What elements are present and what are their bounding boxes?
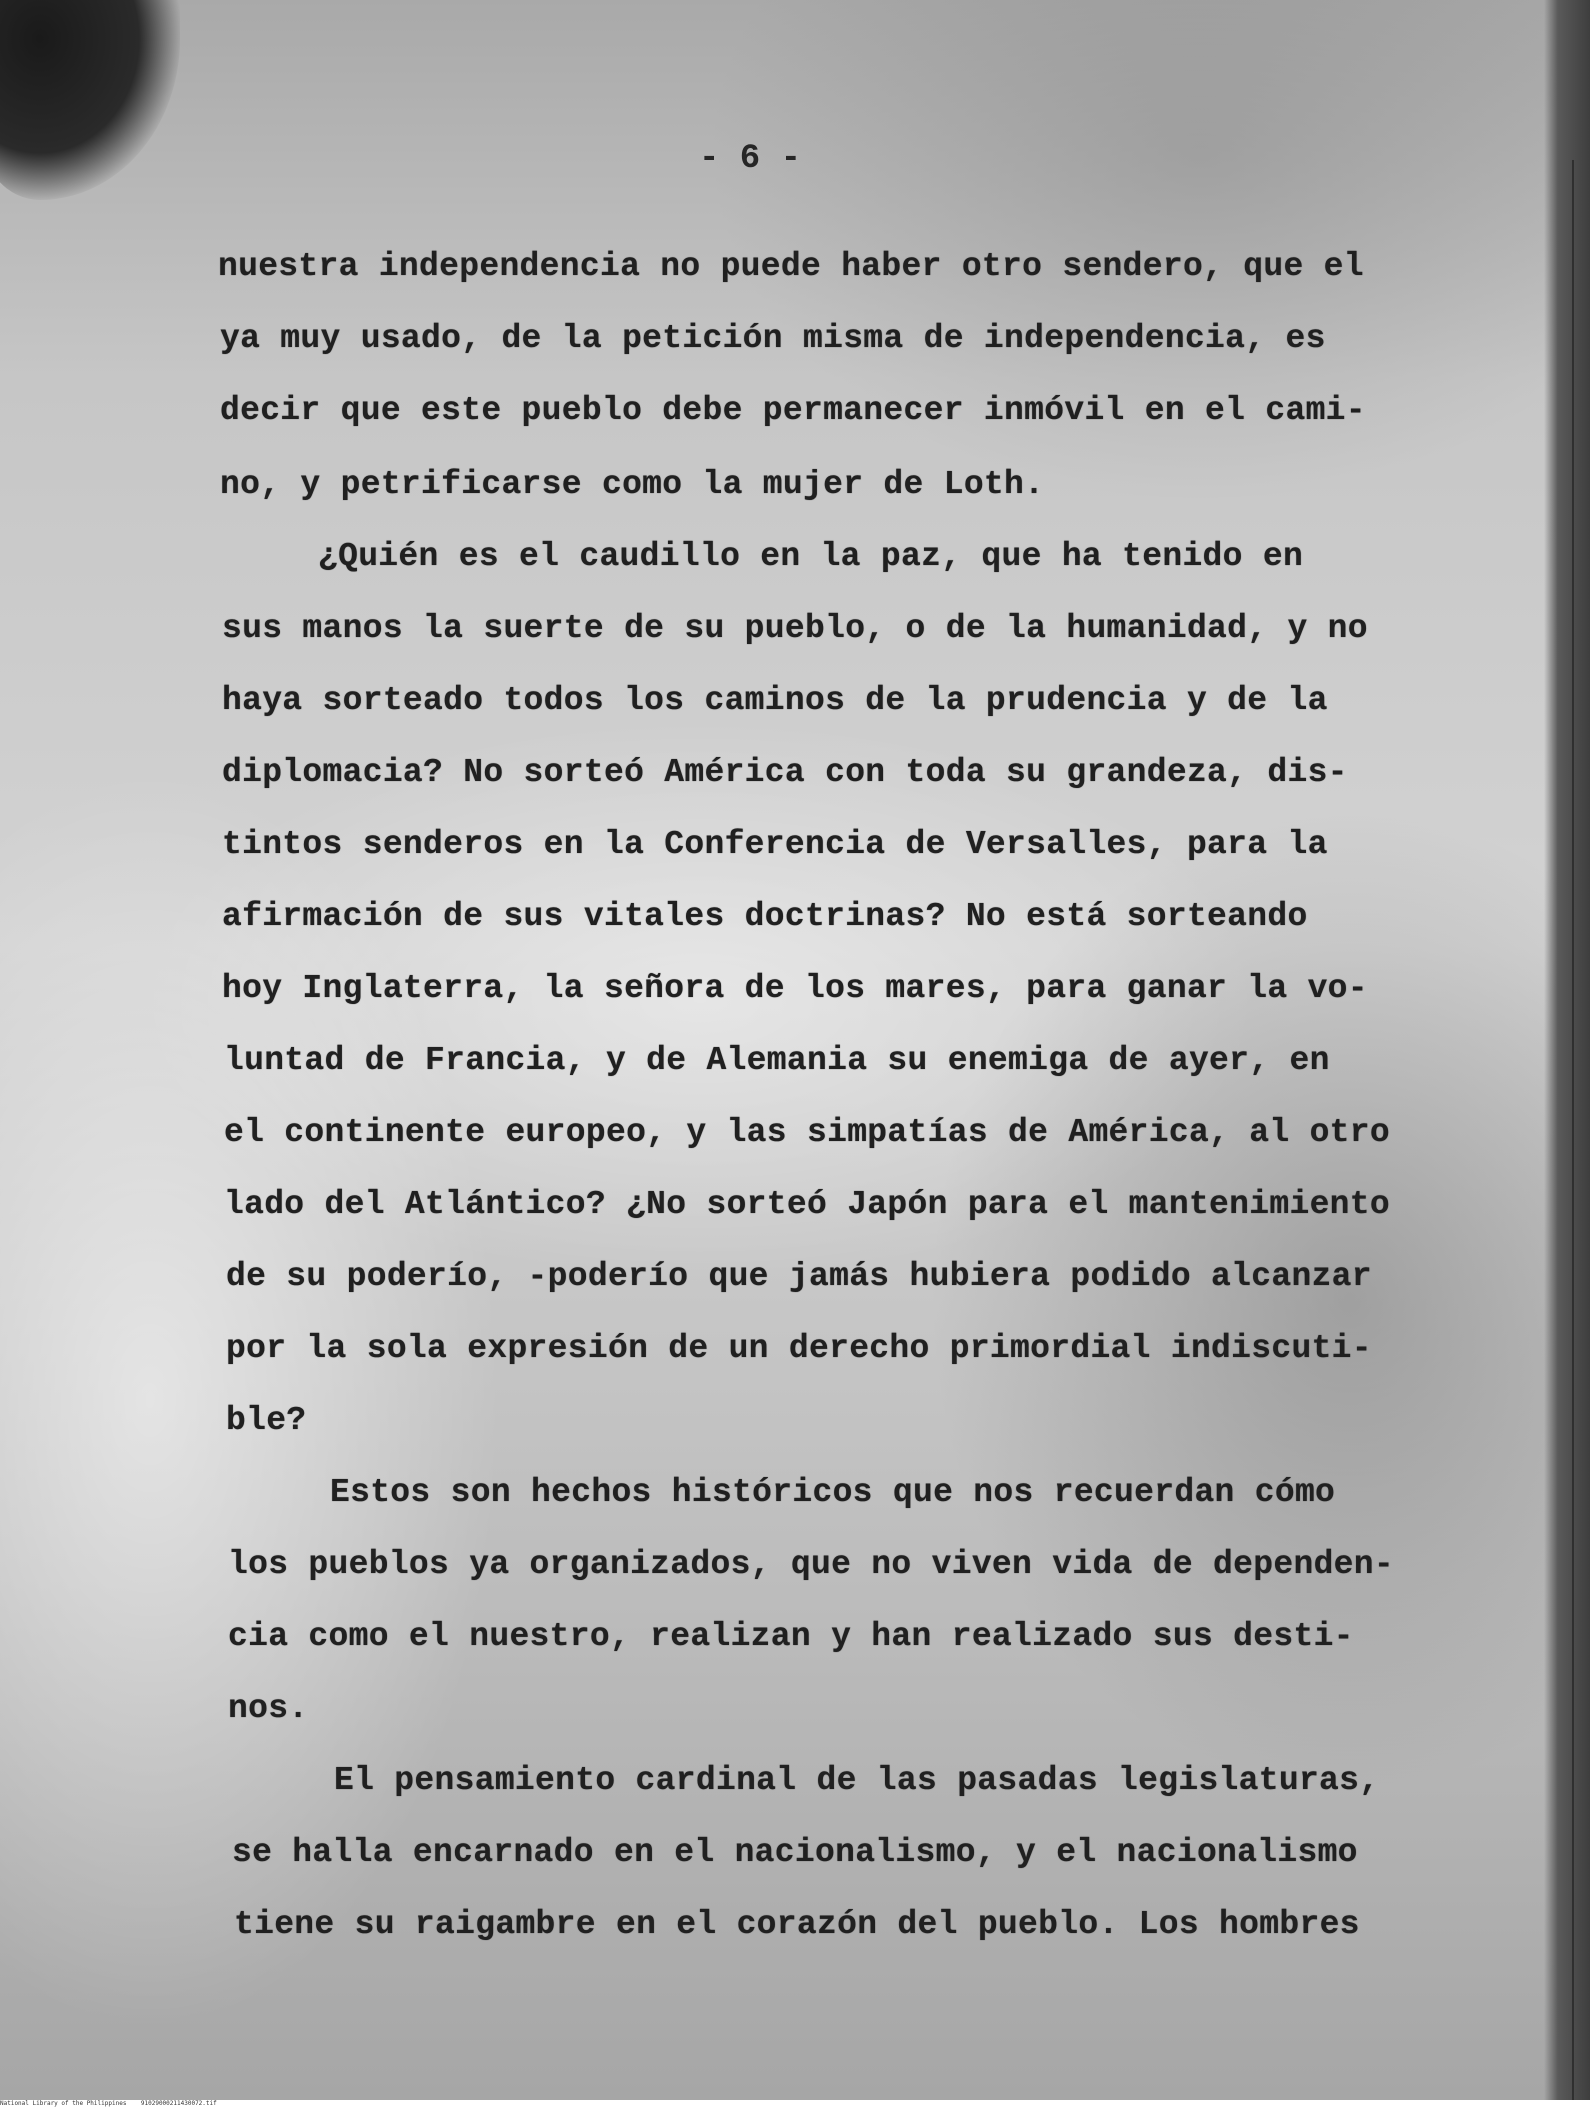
text-line: los pueblos ya organizados, que no viven vida de dependen- <box>228 1546 1394 1583</box>
text-line: cia como el nuestro, realizan y han realizado sus desti- <box>228 1618 1354 1655</box>
text-line: de su poderío, -poderío que jamás hubiera podido alcanzar <box>226 1258 1372 1295</box>
text-line: se halla encarnado en el nacionalismo, y el nacionalismo <box>232 1834 1358 1871</box>
page-number: - 6 - <box>698 140 802 178</box>
text-line: Estos son hechos históricos que nos recuerdan cómo <box>330 1474 1336 1511</box>
text-line: El pensamiento cardinal de las pasadas legislaturas, <box>334 1762 1380 1799</box>
text-line: nos. <box>228 1690 309 1727</box>
text-line: sus manos la suerte de su pueblo, o de la humanidad, y no <box>222 610 1368 647</box>
text-line: por la sola expresión de un derecho primordial indiscuti- <box>226 1330 1372 1367</box>
text-line: diplomacia? No sorteó América con toda su grandeza, dis- <box>222 754 1348 791</box>
text-line: lado del Atlántico? ¿No sorteó Japón para el mantenimiento <box>224 1186 1390 1223</box>
text-line: ¿Quién es el caudillo en la paz, que ha tenido en <box>318 538 1304 575</box>
text-line: ya muy usado, de la petición misma de independencia, es <box>220 320 1326 357</box>
text-line: luntad de Francia, y de Alemania su enemiga de ayer, en <box>224 1042 1330 1079</box>
scan-footer-caption: National Library of the Philippines 91029000211430072.tif <box>0 2100 1590 2108</box>
text-line: tintos senderos en la Conferencia de Versalles, para la <box>222 826 1328 863</box>
text-line: nuestra independencia no puede haber otro sendero, que el <box>218 248 1364 285</box>
text-line: ble? <box>226 1402 307 1439</box>
text-line: no, y petrificarse como la mujer de Loth. <box>220 466 1045 503</box>
text-line: hoy Inglaterra, la señora de los mares, para ganar la vo- <box>222 970 1368 1007</box>
text-line: haya sorteado todos los caminos de la prudencia y de la <box>222 682 1328 719</box>
text-line: decir que este pueblo debe permanecer inmóvil en el cami- <box>220 392 1366 429</box>
text-line: afirmación de sus vitales doctrinas? No está sorteando <box>222 898 1308 935</box>
text-line: el continente europeo, y las simpatías de América, al otro <box>224 1114 1390 1151</box>
text-line: tiene su raigambre en el corazón del pueblo. Los hombres <box>234 1906 1360 1943</box>
